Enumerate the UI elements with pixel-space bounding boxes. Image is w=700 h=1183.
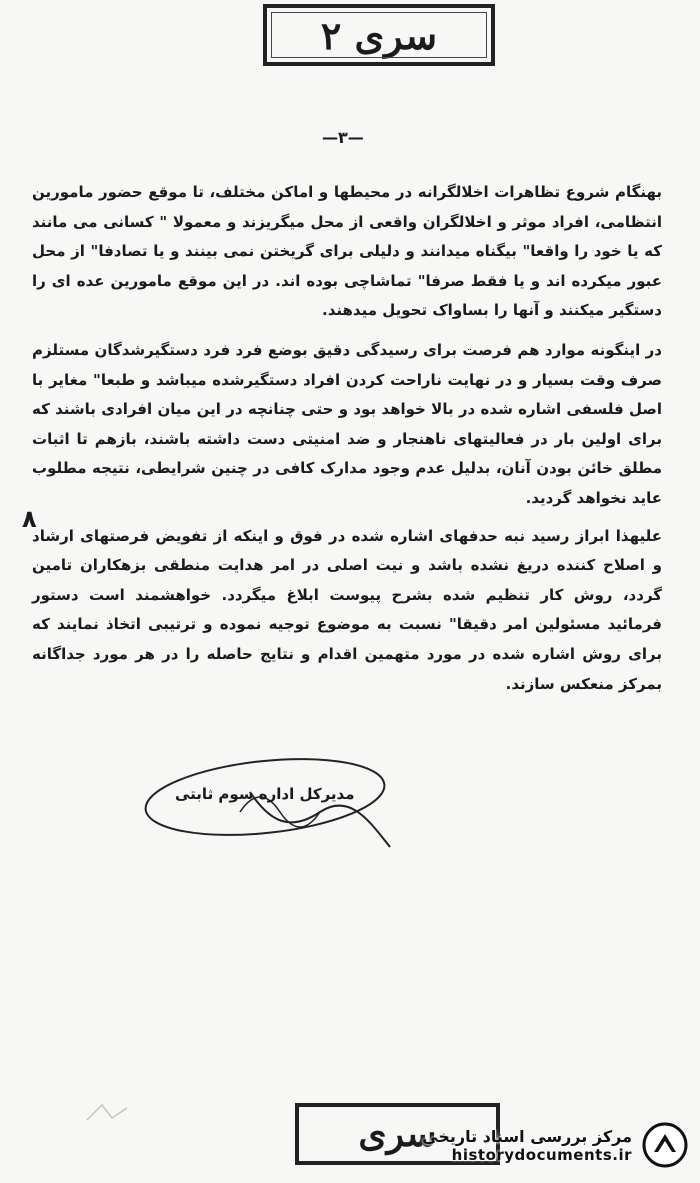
watermark-text — [422, 1127, 632, 1164]
watermark — [422, 1118, 688, 1172]
watermark-title: مرکز بررسی اسناد تاریخی — [422, 1126, 632, 1146]
paragraph-2: در اینگونه موارد هم فرصت برای رسیدگی دقیق بوضع فرد فرد دستگیرشدگان مستلزم صرف وقت بسیار و در نهایت ناراحت کردن افراد دستگیرشده میباشد و طبعا" مغایر با اصل فلسفی اشاره شده در بالا خواهد بود و حتی چنانچه در این میان افرادی باشند که برای اولین بار در فعالیتهای ناهنجار و ضد امنیتی دست داشته باشند، بازهم تا اثبات مطلق خائن بودن آنان، بدلیل عدم وجود مدارک کافی در چنین شرایطی، نتیجه مطلوب عاید نخواهد گردید. — [32, 340, 662, 507]
letter-body — [32, 178, 662, 707]
faint-scribble-icon — [82, 1100, 142, 1130]
signature-scribble-icon — [130, 752, 430, 862]
margin-annotation: ۸ — [22, 505, 37, 533]
watermark-site: historydocuments.ir — [451, 1145, 632, 1164]
paragraph-3: علیهذا ابراز رسید نبه حدفهای اشاره شده در فوق و اینکه از تفویض فرصتهای ارشاد و اصلاح کننده دریغ نشده باشد و نیت اصلی در امر هدایت منطقی بزهکاران تامین گردد، روش کار تنظیم شده بشرح پیوست ابلاغ میگردد. خواهشمند است دستور فرمائید مسئولین امر دقیقا" نسبت به موضوع توجیه نموده و ترتیبی اتخاذ نمایند که برای روش اشاره شده در مورد متهمین اقدام و نتایج حاصله را در هر مورد جداگانه بمرکز منعکس سازند. — [32, 526, 662, 693]
signature-line: مدیرکل اداره سوم ثابتی — [175, 785, 355, 803]
classification-stamp-top-text: سری ۲ — [320, 12, 438, 58]
paragraph-1: بهنگام شروع تظاهرات اخلالگرانه در محیطها و اماکن مختلف، تا موقع حضور مامورین انتظامی، افراد موثر و اخلالگران واقعی از محل میگریزند و معمولا " کسانی می مانند که یا خود را واقعا" بیگناه میدانند و دلیلی برای گریختن نمی بینند و یا تصادفا" از محل عبور میکرده اند و یا فقط صرفا" تماشاچی بوده اند. در این موقع مامورین عده ای را دستگیر میکنند و آنها را بساواک تحویل میدهند. — [32, 183, 662, 320]
page-number: —۳— — [322, 128, 364, 147]
classification-stamp-top — [263, 4, 495, 66]
classification-stamp-bottom-text: سری — [358, 1113, 437, 1155]
archive-logo-icon — [642, 1122, 688, 1168]
